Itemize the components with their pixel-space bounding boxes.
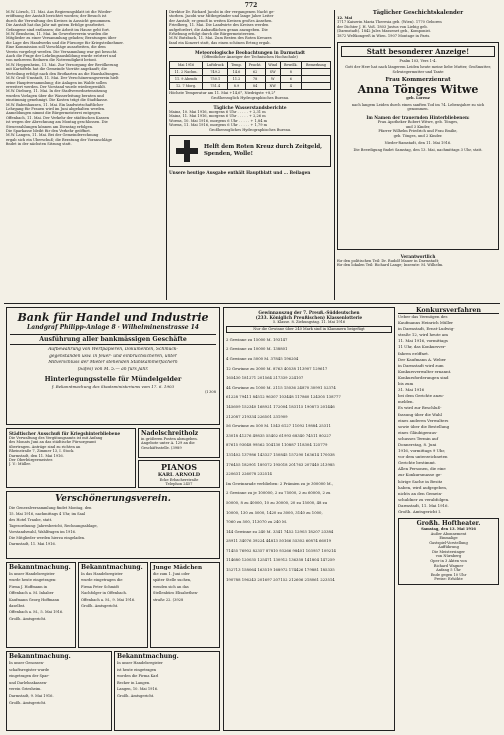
calendar-line: 1872 Weltkongreß in Wien. 1907 Montage in Paris.	[337, 33, 431, 38]
lottery-line: 4 Gewinne zu 5000 M. 37845 196204	[226, 356, 299, 361]
lottery-line: 56 Gewinne zu 500 M. 1543 6127 11092 19884 25311	[226, 423, 331, 429]
weather-cell: 14.6	[228, 69, 245, 76]
lottery-line: 12 Gewinne zu 3000 M. 8763 40538 113907 129617	[226, 365, 328, 371]
news-line: Gefangene sind entlassen; die Arbeit im Hause geht fort.	[6, 27, 110, 32]
lottery-line: 220631 226078 232514	[226, 471, 272, 477]
weather-footer: Höchste Temperatur am 11. Mai +14,6°, Niedrigste +8,2°	[169, 91, 276, 96]
bekanntmachung-2	[78, 562, 148, 648]
theater-line: von Nürnberg	[435, 554, 462, 559]
responsible-lines	[337, 259, 499, 268]
news-line: der Anstalt; er genoß in weiten Kreisen großes Ansehen.	[169, 18, 273, 23]
bank-line: Mitverschluss der Mieter stehenden Stahlkammerfächern	[48, 360, 178, 366]
lottery-subtitle: (233. Königlich Preußischen) Klassenlotterie	[255, 315, 363, 320]
weather-row	[170, 76, 331, 83]
bek-line: wurde heute eingetragen:	[9, 578, 57, 583]
news-line: aufgefordert, die Anbauflächen genau anzugeben. Die	[169, 27, 268, 32]
junge-title: Junge Mädchen	[153, 565, 203, 571]
weather-cell	[301, 83, 330, 90]
weather-cell: 11. 9 Abends	[170, 76, 203, 83]
konkurs-line: melden.	[398, 399, 414, 405]
column-2-news	[169, 10, 331, 45]
bek-line: Großh. Amtsgericht.	[117, 693, 155, 698]
place-date: Nieder-Ramstadt, den 11. Mai 1916.	[384, 141, 452, 146]
theater-line: Oper in 3 Akten von	[430, 559, 467, 564]
theater-line: Preise: Erhöhte	[434, 577, 463, 582]
lottery-line: 212087 219334 226501 231909	[226, 413, 288, 419]
konkurs-line: straße 12, wird heute am	[398, 332, 448, 338]
lottery-line: 2 Gewinne zu je 100000, 2 zu 75000, 2 zu 60000, 2 zu	[226, 490, 331, 496]
weather-header-cell: Bemerkung	[301, 62, 330, 69]
lottery-draw: 5. Klasse. 8. Ziehungstag. 11. Mai 1916	[272, 320, 346, 324]
notice-text: Gott der Herr hat nach längerem Leiden heute meine liebe Mutter, Großmutter, Schwiegermutter und Tante	[345, 65, 491, 74]
news-line: durch die Verwaltung des Kreises in Aussicht genommen.	[6, 18, 112, 23]
news-line: M.W. Langen, 11. Mai. Bei der Gemeinderechnung	[6, 133, 99, 138]
bek2-lines	[81, 571, 145, 609]
theater-line: Richard Wagner	[433, 563, 464, 568]
weather-header-cell: Wind	[265, 62, 280, 69]
bek-line: In unser Handelsregister	[9, 572, 55, 576]
bek-line: Großh. Amtsgericht.	[9, 700, 47, 705]
lottery-line: 7060 zu 500, 113070 zu 240 M.	[226, 519, 288, 525]
konkurs-line: schuldner zu verabfolgen.	[398, 496, 450, 502]
bekanntmachung-3	[6, 651, 112, 731]
bek3-lines	[9, 660, 109, 706]
nadel-lines	[141, 437, 217, 450]
weather-table	[169, 61, 331, 90]
news-line: die Lage des Handwerks und die Fürsorge für Kriegsteilnehmer.	[6, 40, 124, 45]
deceased-born: geb. Lorenz	[406, 96, 430, 101]
lottery-line: 10000, 130 zu 5000, 1420 zu 3000, 3140 zu 1000,	[226, 509, 323, 515]
news-line: Steuerzahlungen können am Dienstag erfolgen.	[6, 124, 94, 129]
water-levels	[169, 110, 331, 128]
junge-lines	[153, 571, 217, 603]
junge-line: wenden sich an das	[153, 584, 189, 589]
news-line: einstimmig genehmigt. Die Kosten trägt die Stadtkasse.	[6, 98, 109, 103]
konkurs-line: Großh. Amtsgericht I.	[398, 509, 442, 514]
lottery-line: 61228 79411 84512 96307 103448 117860 124305 138777	[226, 394, 341, 400]
weather-cell: 749.2	[203, 69, 228, 76]
bek-line: verein Griesheim.	[9, 687, 42, 692]
konkurs-line: vor dem unterzeichneten	[398, 454, 448, 460]
mourners-list	[341, 120, 495, 138]
notice-lines	[9, 436, 133, 467]
lottery-line: 44 Gewinne zu 1000 M. 2115 15036 24870 30991 52374	[226, 384, 336, 390]
notice-line: übertragen. Anträge sind zu richten an	[9, 444, 81, 449]
bek-line: eingetragen der Spar-	[9, 674, 50, 679]
water-level-line: Mainz, 11. Mai 1916, morgens 6 Uhr . . . . . + 2,26 m	[169, 114, 266, 119]
bekanntmachung-1	[6, 562, 76, 648]
bek3-title: Bekanntmachung.	[9, 653, 71, 660]
news-line: erweitert werden. Der Vorstand wurde wiedergewählt.	[6, 84, 107, 89]
weather-cell	[301, 76, 330, 83]
news-line: storben. Jacobi war Mitbegründer und lange Jahre Leiter	[169, 14, 274, 19]
pianos-name: KARL ARNOLD	[157, 472, 201, 478]
lottery-note: Nur die Gewinne über 240 Mark sind in Klammern beigefügt	[226, 326, 392, 332]
bank-decree: f. Bekanntmachung des Staatsministeriums vom 17. 6. 1903	[51, 384, 175, 390]
lottery-line: 145609 152340 168921 172004 183115 190873 201446	[226, 403, 335, 409]
news-line: Friedberg, 11. Mai. Die Landwirte des Kreises werden	[169, 23, 269, 28]
news-line: Eine Kommission soll Vorschläge ausarbeiten, die dem	[6, 45, 106, 50]
konkurs-column	[398, 307, 499, 731]
lottery-results	[223, 307, 395, 731]
konkurs-line: bis zum	[398, 381, 414, 387]
konkurs-line: 11. Mai 1916, vormittags	[398, 338, 448, 344]
news-line: Die Sparkasse bleibt für den Verkehr geöffnet.	[6, 128, 91, 133]
kriegshinterbliebene-notice	[6, 428, 136, 488]
konkurs-line: in Darmstadt wird zum	[398, 362, 444, 368]
lottery-line: 152713 158064 163519 168972 174426 179881 185335	[226, 567, 335, 573]
bank-services: Ausführung aller bankmässigen Geschäfte	[10, 334, 216, 345]
verein-lines	[9, 505, 217, 547]
konkurs-line: eines Gläubigeraus-	[398, 429, 438, 435]
konkurs-line: Der Kaufmann A. Weber	[398, 356, 446, 362]
news-line: Verteilung erfolgt nach den Brotkarten an die Haushaltungen.	[6, 71, 120, 76]
mourner-line: geb. Tönges, und 2 Kinder.	[393, 133, 443, 138]
nadel-title: Nadelschreitholz	[141, 430, 199, 437]
mourner-line: Frau Apotheker Robert Witwe, geb. Tönges,	[377, 120, 459, 125]
notice-line: Der Oberbürgermeister.	[9, 458, 54, 463]
bek-line: Kaufmann Georg Hoffmann	[9, 597, 60, 602]
bek-line: Becker in Langen.	[117, 680, 151, 685]
konkurs-line: Konkursforderungen sind	[398, 374, 449, 380]
konkurs-line: fassung über die Wahl	[398, 411, 442, 417]
news-line: Auch die Frage der Lehrlingsausbildung wurde erörtert und	[6, 54, 117, 59]
konkurs-line: nichts an den Gemein-	[398, 490, 443, 496]
junge-maedchen-ad	[150, 562, 220, 648]
weather-subtitle: (Öffentlicher Anzeiger der Technischen Hochschule)	[202, 55, 298, 60]
news-line: von mehreren Rednern die Notwendigkeit betont.	[6, 58, 98, 63]
news-line: M.W. Bensheim, 11. Mai. Im Gewerbeverein wurden die	[6, 32, 108, 37]
theater-line: Anfang 5 Uhr	[436, 568, 461, 573]
red-cross-ad	[169, 135, 331, 167]
theater-line: Gastspiel-Vorstellung	[429, 540, 468, 545]
weather-cell: 11. 2 Nachm.	[170, 69, 203, 76]
deceased-name: Anna Tönges Witwe	[357, 83, 479, 97]
weather-cell: 751.4	[203, 83, 228, 90]
notice-text-2: nach langem Leiden durch einen sanften Tod im 74. Lebensjahre zu sich genommen.	[351, 102, 485, 112]
calendar-line: (Darmstadt). 1842 Jules Massenet geb., Komponist.	[337, 29, 432, 34]
weather-cell: 4	[280, 83, 301, 90]
weather-row	[170, 69, 331, 76]
weather-cell: SW	[265, 69, 280, 76]
water-office: Großherzogliches Hydrographisches Bureau.	[208, 127, 292, 132]
pianos-title: PIANOS	[160, 462, 198, 472]
responsible-line: für den politischen Teil: Dr. Rudolf Mauer in Darmstadt;	[337, 259, 440, 264]
bek4-lines	[117, 660, 217, 700]
bek-line: Firma J. Hoffmann in	[9, 584, 48, 589]
konkurs-line: eines anderen Verwalters	[398, 417, 449, 423]
responsible-title: Verantwortlich	[400, 254, 436, 260]
calendar-line: 1717 Kaiserin Maria Theresia geb. (Wien). 1770 Geboren	[337, 20, 442, 25]
konkurs-line: haben, wird aufgegeben,	[398, 484, 448, 490]
news-line: fand ein Konzert statt, das einen schönen Ertrag ergab.	[169, 40, 271, 45]
bek-line: Darmstadt, 9. Mai 1916.	[9, 693, 54, 698]
news-line: M.W. Heppenheim, 11. Mai. Zur Versorgung der Bevölkerung	[6, 62, 119, 67]
konkurs-line: schusses Termin auf	[398, 435, 439, 441]
weather-cell	[301, 69, 330, 76]
theater-lines	[401, 532, 496, 583]
junge-line: straße 22. (3928	[153, 597, 184, 602]
theater-ad	[398, 518, 499, 585]
lottery-line: 176455 182901 189372 195018 201763 207440 213985	[226, 461, 335, 467]
weather-cell: 11.2	[228, 76, 245, 83]
notice-line: Darmstadt, den 11. Mai 1916.	[9, 453, 64, 458]
theater-line: Außer Abonnement	[430, 531, 467, 536]
news-line: Direktor Dr. Richard Jacobi in der vergangenen Nacht ge-	[169, 10, 275, 14]
weather-header-cell: Temp.	[228, 62, 245, 69]
bek-line: Langen, 10. Mai 1916.	[117, 687, 159, 692]
theater-date: Samstag, den 13. Mai 1916	[421, 527, 476, 532]
bank-line: Aufbewahrung von Wertpapieren, Dokumenten, Schmuck-	[48, 347, 178, 352]
bek-line: worden die Firma Karl	[117, 674, 159, 679]
bek-line: schaftsregister wurde	[9, 667, 50, 672]
calendar-title: Täglicher Geschichtskalender	[372, 10, 464, 16]
news-line: ist wegen der Abrechnung am Montag geschlossen. Die	[6, 120, 108, 125]
red-cross-icon	[176, 140, 198, 162]
konkurs-line: Ueber das Vermögen des	[398, 314, 448, 319]
weather-header-cell: Feucht.	[245, 62, 265, 69]
theater-line: Aufführung	[438, 545, 459, 550]
column-3	[337, 10, 499, 300]
konkurs-text	[398, 314, 499, 515]
weather-header-cell: Luftdruck	[203, 62, 228, 69]
verein-line: 15. Mai 1916, nachmittags 4 Uhr, im Saal	[9, 512, 86, 516]
lottery-line: 2 Gewinne zu 15000 M. 193147	[226, 336, 288, 342]
konkurs-line: 1916, vormittags 9 Uhr,	[398, 448, 446, 454]
bank-lines	[10, 347, 216, 373]
bank-line: gegenständen usw. in feuer- und einbruchsicheren, unter	[49, 353, 177, 359]
news-line: mit Kartoffeln hat die Gemeinde Vorräte angekauft; die	[6, 67, 107, 72]
bek-line: wurde eingetragen die	[81, 578, 123, 583]
pianos-line: Telephon 2457	[165, 482, 193, 487]
konkurs-line: Es wird zur Beschluß-	[398, 405, 442, 411]
column-2	[169, 10, 331, 300]
weather-cell: NW	[265, 83, 280, 90]
bek-line: und Darlehnskassen-	[9, 680, 48, 685]
news-line: M.W. Dieburg, 11. Mai. In der Stadtverordnetensitzung	[6, 89, 107, 94]
news-line: M.W. Butzbach, 11. Mai. Zum Besten des Roten Kreuzes	[169, 36, 272, 41]
death-notice	[337, 42, 499, 250]
konkurs-line: Kaufmanns Heinrich Müller	[398, 320, 454, 326]
konkurs-line: Donnerstag, 8. Juni	[398, 441, 437, 447]
deceased-role: Frau Kommerzienrat	[385, 77, 451, 84]
konkurs-line: 31. Mai 1916	[398, 387, 425, 393]
bek-line: Offenbach a. M., 9. Mai 1916.	[81, 597, 136, 602]
lottery-line: 2 Gewinne zu 10000 M. 138801	[226, 346, 288, 352]
lottery-line: 28911 34076 39224 44813 50166 55302 60874 66019	[226, 538, 332, 544]
konkurs-line: Gerichte bestimmt.	[398, 460, 437, 466]
water-level-line: Worms, 11. Mai 1916, morgens 6 Uhr . . . . . + 1,79 m	[169, 123, 268, 128]
konkurs-line: sowie über die Bestellung	[398, 423, 450, 429]
weather-row	[170, 83, 331, 90]
bek2-title: Bekanntmachung.	[81, 564, 143, 571]
water-title: Tägliche Wasserstandsberichte	[213, 105, 287, 111]
bekanntmachung-4	[114, 651, 220, 731]
bank-deposit: Hinterlegungsstelle für Mündelgelder	[44, 375, 182, 384]
weather-cell: 62	[245, 69, 265, 76]
mourner-line: und 3 Kinder,	[405, 124, 431, 129]
news-line: M.W. Babenhausen, 11. Mai. Ein landwirtschaftlicher	[6, 102, 104, 107]
verein-line: Die Mitglieder werden hierzu eingeladen.	[9, 536, 86, 540]
lottery-line: 131402 137986 143327 150845 157290 163614 170038	[226, 451, 335, 457]
bek-line: In unser Genossen-	[9, 661, 45, 665]
bek-line: Offenbach a. M. Inhaber	[9, 591, 54, 596]
pianos-ad	[138, 460, 220, 488]
news-line: wurden Vorlagen über die Wasserleitung beraten und	[6, 93, 104, 98]
news-line: Anmeldungen nimmt die Bürgermeisterei entgegen.	[6, 111, 102, 116]
nadel-line: in größeren Posten abzugeben.	[141, 437, 198, 441]
notice-heading: Städtischer Ausschuß für Kriegshinterbliebene	[9, 431, 121, 436]
theater-line: Die Meistersinger	[432, 549, 465, 554]
notice-line: J. V.: Müller.	[9, 462, 31, 467]
calendar-entries	[337, 20, 499, 38]
konkurs-line: 11 Uhr, das Konkursver-	[398, 344, 446, 350]
konkurs-line: hörige Sache in Besitz	[398, 478, 443, 484]
bank-address: Landgraf Philipp-Anlage 8 · Wilhelminenstrasse 14	[27, 324, 199, 331]
weather-cell: 8.9	[228, 83, 245, 90]
lottery-numbers	[226, 335, 392, 584]
weather-cell: 6	[280, 76, 301, 83]
news-line: Erhebung erfolgt durch die Bürgermeistereien.	[169, 32, 256, 37]
notice-line: Die Verwaltung des Vergütungsamts ist mit Anfang	[9, 436, 103, 440]
lottery-title: Gewinnauszug der 7. Preuß.-Süddeutschen	[258, 310, 360, 315]
news-line: ergab sich ein Überschuß; die Beratung der Voranschläge	[6, 137, 112, 142]
verein-line: Die Generalversammlung findet Montag, den	[9, 506, 92, 510]
issue-note: Unsere heutige Ausgabe enthält Hauptblatt und ... Beilagen	[169, 170, 311, 176]
junge-line: die zum 1. Juni oder	[153, 572, 190, 576]
notice-line: Rheinstraße 7, Zimmer 13, I. Stock.	[9, 449, 75, 454]
weather-cell: 8	[280, 69, 301, 76]
weather-header-cell: Mai 1916	[170, 62, 203, 69]
bek-line: In das Handelsregister	[81, 572, 123, 576]
konkurs-line: Darmstadt, 11. Mai 1916.	[398, 502, 449, 508]
bek-line: In unser Handelsregister	[117, 661, 163, 665]
notice-verse: Psalm 103, Vers 1-4.	[399, 59, 437, 64]
bek-line: Großh. Amtsgericht.	[81, 604, 119, 609]
bek1-title: Bekanntmachung.	[9, 564, 71, 571]
verein-title: Verschönerungsverein.	[55, 494, 171, 504]
bek-line: ist heute eingetragen	[117, 667, 157, 672]
bek-line: daselbst.	[9, 604, 26, 609]
news-line: M.W. Groß-Umstadt, 11. Mai. Der Verschönerungsverein hielt	[6, 76, 119, 81]
red-cross-text: Helft dem Roten Kreuz durch Zeitgeld, Spenden, Wolle!	[204, 144, 323, 158]
responsible-line: für den lokalen Teil: Richard Lange; Inserate: M. Wilhelm.	[337, 263, 444, 268]
konkurs-line: in Darmstadt, Ernst-Ludwig-	[398, 326, 455, 332]
weather-header-cell: Bewölk.	[280, 62, 301, 69]
verein-line: Darmstadt, 11. Mai 1916.	[9, 542, 56, 546]
calendar-line: der Dichter J. H. Voß. 1803 Justus von Liebig geb.	[337, 24, 428, 29]
weather-cell: 78	[245, 76, 265, 83]
bek-line: Nachfolger in Offenbach.	[81, 591, 128, 596]
junge-line: Stellenbüro Elisabethen-	[153, 591, 199, 596]
lottery-line: 71455 76902 82357 87810 93266 98401 103957 109214	[226, 547, 336, 553]
weather-cell: 84	[245, 83, 265, 90]
pianos-lines	[141, 478, 217, 487]
weather-cell: 12. 7 Morg.	[170, 83, 203, 90]
bek1-lines	[9, 571, 73, 622]
calendar-date: 12. Mai	[337, 16, 353, 20]
lottery-line: 165430 181271 201564 217339 224107	[226, 375, 304, 381]
news-line: Verein vorgelegt werden. Die Versammlung war gut besucht.	[6, 49, 118, 54]
theater-line: Ende gegen 10 Uhr	[430, 572, 467, 577]
bek-line: Offenbach a. M., 5. Mai 1916.	[9, 610, 64, 615]
verein-line: Tagesordnung: Jahresbericht, Rechnungsablage,	[9, 524, 98, 528]
news-line: findet in der nächsten Sitzung statt.	[6, 142, 72, 147]
news-line: Offenbach, 11. Mai. Der Verkehr der städtischen Kassen	[6, 115, 109, 120]
funeral-info: Die Beerdigung findet Samstag, den 13. Mai, nachmittags 3 Uhr, statt.	[353, 147, 483, 152]
news-line: M.W. Lörsch, 11. Mai. Aus Regierungsblatt ist die Wieder-	[6, 10, 112, 14]
nadel-line: Angebote unter A. 129 an die	[141, 441, 195, 446]
news-line: Mitglieder zu einer Versammlung geladen; Beratungen über	[6, 36, 117, 41]
theater-title: Großh. Hoftheater.	[416, 520, 481, 528]
notice-line: des Monats Juni an das städtische Fürsorgeamt	[9, 440, 96, 445]
konkurs-title: Konkursverfahren	[398, 307, 499, 314]
news-line: Lehrgang für Frauen wird im Juni abgehalten werden.	[6, 106, 106, 111]
verein-line: des Hotel Traube, statt.	[9, 518, 53, 522]
news-line: eröffnung der Anstalt berichtet worden; der Besuch ist	[6, 14, 107, 19]
bank-line: (Safes) von M. 5.— an fürs Jahr.	[77, 366, 149, 372]
konkurs-line: Konkursverwalter ernannt.	[398, 368, 452, 374]
bek-line: Firma Peter Schmidt	[81, 584, 119, 589]
weather-cell: W	[265, 76, 280, 83]
column-1-news	[6, 10, 164, 300]
lottery-line: Im Gewinnrade verblieben: 2 Prämien zu je 300000 M.,	[226, 480, 334, 486]
konkurs-line: zur Konkursmasse ge-	[398, 472, 442, 478]
notice-title: Statt besonderer Anzeige!	[341, 46, 495, 57]
bank-ad	[6, 307, 220, 425]
mourners-title: Im Namen der trauernden Hinterbliebenen:	[366, 115, 470, 121]
verein-ad	[6, 491, 220, 559]
page-number: 772	[244, 2, 258, 9]
verein-line: Vorstandswahl, Wahlfragen im 1916.	[9, 530, 77, 534]
lottery-line: 190788 196243 201697 207152 212606 218061 223514	[226, 576, 335, 582]
bek-line: Großh. Amtsgericht.	[9, 616, 47, 621]
lottery-line: 87615 93048 99562 104130 110887 118304 125779	[226, 442, 328, 448]
konkurs-line: Allen Personen, die eine	[398, 466, 446, 472]
junge-line: später Stelle suchen,	[153, 578, 192, 583]
bek4-title: Bekanntmachung.	[117, 653, 179, 660]
lottery-line: 33018 41276 49835 55402 61993 68340 74511 80227	[226, 432, 332, 438]
news-line: Die Anstalt hat das Jahr mit gutem Erfolge gearbeitet.	[6, 23, 106, 28]
water-level-line: Mainz, 10. Mai 1916, morgens 6 Uhr . . . . . + 2,31 m	[169, 110, 266, 115]
konkurs-line: fahren eröffnet.	[398, 350, 430, 356]
weather-title: Meteorologische Beobachtungen in Darmstadt	[195, 50, 305, 56]
nadelholz-ad	[138, 428, 220, 458]
water-level-line: Worms, 10. Mai 1916, morgens 6 Uhr . . . . . + 1,84 m	[169, 118, 268, 123]
lottery-line: 144 Gewinne zu 240 M. 3341 7452 12903 18207 23384	[226, 528, 334, 534]
bank-code: (I 308	[205, 390, 216, 395]
pianos-line: Ecke Erbacherstraße	[159, 478, 199, 482]
lottery-line: 114680 120035 125471 130912 136358 141804 147259	[226, 557, 335, 563]
nadel-line: Geschäftsstelle. (3989	[141, 445, 182, 450]
weather-cell: 750.1	[203, 76, 228, 83]
weather-office: Großherzoglich Hydrographisches Bureau.	[210, 95, 290, 100]
konkurs-line: bei dem Gerichte anzu-	[398, 393, 444, 399]
lottery-line: 50000, 8 zu 40000, 10 zu 30000, 20 zu 15000, 48 zu	[226, 499, 328, 505]
mourner-line: Pfarrer Wilhelm Friedrich und Frau Emilie,	[378, 129, 458, 134]
theater-line: Einmalige	[439, 536, 458, 541]
news-line: seine Hauptversammlung; die Anlagen im Walde sollen	[6, 80, 107, 85]
bank-name: Bank für Handel und Industrie	[17, 311, 209, 324]
